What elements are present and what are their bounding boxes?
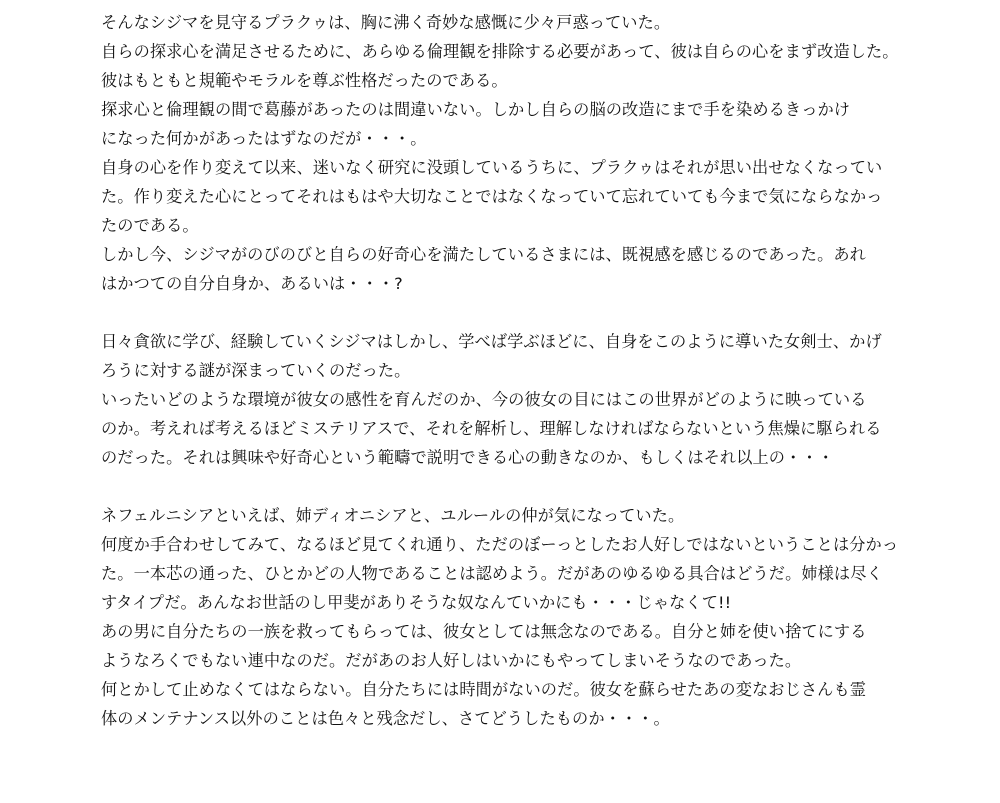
paragraph-gap bbox=[101, 472, 910, 501]
text-line: あの男に自分たちの一族を救ってもらっては、彼女としては無念なのである。自分と姉を使い捨てにする bbox=[101, 622, 867, 641]
text-line: 何とかして止めなくてはならない。自分たちには時間がないのだ。彼女を蘇らせたあの変なおじさんも霊 bbox=[101, 680, 867, 699]
text-line: になった何かがあったはずなのだが・・・。 bbox=[101, 129, 427, 148]
text-line: すタイプだ。あんなお世話のし甲斐がありそうな奴なんていかにも・・・じゃなくて!! bbox=[101, 593, 732, 612]
text-line: はかつての自分自身か、あるいは・・・? bbox=[101, 274, 403, 293]
paragraph-gap bbox=[101, 298, 910, 327]
text-line: 自身の心を作り変えて以来、迷いなく研究に没頭しているうちに、プラクゥはそれが思い出せなくなってい bbox=[101, 158, 883, 177]
text-line: ようなろくでもない連中なのだ。だがあのお人好しはいかにもやってしまいそうなのであった。 bbox=[101, 651, 802, 670]
text-line: のだった。それは興味や好奇心という範疇で説明できる心の動きなのか、もしくはそれ以上の・・・ bbox=[101, 448, 834, 467]
text-line: 彼はもともと規範やモラルを尊ぶ性格だったのである。 bbox=[101, 71, 508, 90]
text-line: た。一本芯の通った、ひとかどの人物であることは認めよう。だがあのゆるゆる具合はどうだ。姉様は尽く bbox=[101, 564, 883, 583]
text-line: ろうに対する謎が深まっていくのだった。 bbox=[101, 361, 411, 380]
text-line: 体のメンテナンス以外のことは色々と残念だし、さてどうしたものか・・・。 bbox=[101, 709, 670, 728]
text-line: 日々貪欲に学び、経験していくシジマはしかし、学べば学ぶほどに、自身をこのように導いた女剣士、かげ bbox=[101, 332, 882, 351]
text-line: た。作り変えた心にとってそれはもはや大切なことではなくなっていて忘れていても今まで気にならなかっ bbox=[101, 187, 883, 206]
paragraph-3 bbox=[101, 501, 910, 733]
text-line: 何度か手合わせしてみて、なるほど見てくれ通り、ただのぼーっとしたお人好しではないということは分かっ bbox=[101, 535, 899, 554]
text-line: そんなシジマを見守るプラクゥは、胸に沸く奇妙な感慨に少々戸惑っていた。 bbox=[101, 13, 671, 32]
text-line: しかし今、シジマがのびのびと自らの好奇心を満たしているさまには、既視感を感じるのであった。あれ bbox=[101, 245, 866, 264]
text-line: ネフェルニシアといえば、姉ディオニシアと、ユルールの仲が気になっていた。 bbox=[101, 506, 685, 525]
text-line: たのである。 bbox=[101, 216, 199, 235]
text-line: 探求心と倫理観の間で葛藤があったのは間違いない。しかし自らの脳の改造にまで手を染めるきっかけ bbox=[101, 100, 851, 119]
text-line: 自らの探求心を満足させるために、あらゆる倫理観を排除する必要があって、彼は自らの心をまず改造した。 bbox=[101, 42, 899, 61]
paragraph-1 bbox=[101, 8, 910, 298]
text-line: のか。考えれば考えるほどミステリアスで、それを解析し、理解しなければならないという焦燥に駆られる bbox=[101, 419, 882, 438]
paragraph-2 bbox=[101, 327, 910, 472]
text-line: いったいどのような環境が彼女の感性を育んだのか、今の彼女の目にはこの世界がどのように映っている bbox=[101, 390, 867, 409]
